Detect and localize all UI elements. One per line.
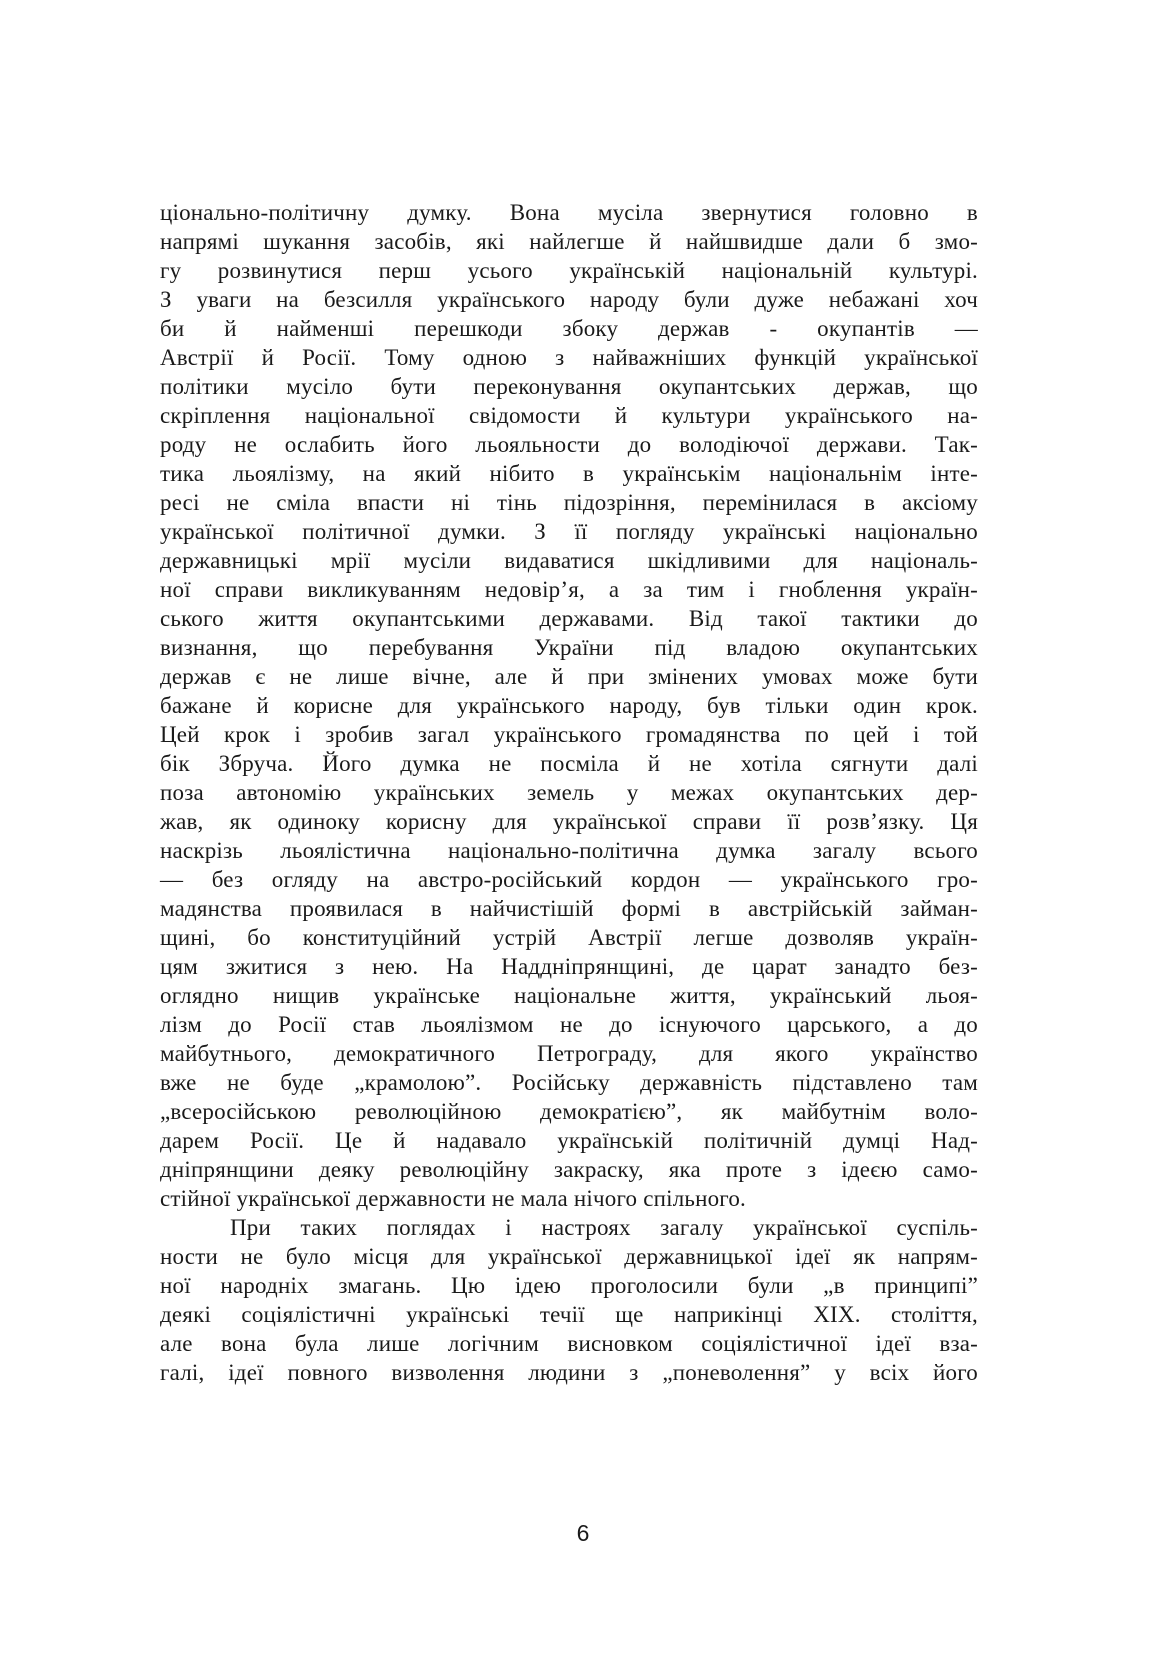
- text-line: ної справи викликуванням недовір’я, а за тим і гноблення україн-: [160, 577, 978, 602]
- text-line: При таких поглядах і настроях загалу української суспіль-: [230, 1215, 978, 1240]
- text-line: жав, як одиноку корисну для української справи її розв’язку. Ця: [160, 809, 978, 834]
- text-line: роду не ослабить його льояльности до володіючої держави. Так-: [160, 432, 978, 457]
- text-line: держав є не лише вічне, але й при змінених умовах може бути: [160, 664, 978, 689]
- text-line: державницькі мрії мусіли видаватися шкідливими для національ-: [160, 548, 978, 573]
- text-line: дарем Росії. Це й надавало українській політичній думці Над-: [160, 1128, 978, 1153]
- text-line: цям зжитися з нею. На Наддніпрянщині, де царат занадто без-: [160, 954, 978, 979]
- text-line: — без огляду на австро-російський кордон — українського гро-: [160, 867, 978, 892]
- paragraph-2: [160, 1213, 978, 1387]
- text-line: скріплення національної свідомости й культури українського на-: [160, 403, 978, 428]
- text-line: української політичної думки. З її погляду українські національно: [160, 519, 978, 544]
- text-line: „всеросійською революційною демократією”, як майбутнім воло-: [160, 1099, 978, 1124]
- text-line: Цей крок і зробив загал українського громадянства по цей і той: [160, 722, 978, 747]
- text-line: політики мусіло бути переконування окупантських держав, що: [160, 374, 978, 399]
- text-line: гу розвинутися перш усього українській національній культурі.: [160, 258, 978, 283]
- text-line: але вона була лише логічним висновком соціялістичної ідеї вза-: [160, 1331, 978, 1356]
- text-line: Австрії й Росії. Тому одною з найважніших функцій української: [160, 345, 978, 370]
- text-line: ресі не сміла впасти ні тінь підозріння, перемінилася в аксіому: [160, 490, 978, 515]
- paragraph-1: [160, 198, 978, 1213]
- text-line: лізм до Росії став льоялізмом не до існуючого царського, а до: [160, 1012, 978, 1037]
- text-line: ности не було місця для української державницької ідеї як напрям-: [160, 1244, 978, 1269]
- text-line: би й найменші перешкоди збоку держав - окупантів —: [160, 316, 978, 341]
- text-line: дніпрянщини деяку революційну закраску, яка проте з ідеєю само-: [160, 1157, 978, 1182]
- body-text: [160, 198, 978, 1387]
- text-line: мадянства проявилася в найчистішій формі в австрійській займан-: [160, 896, 978, 921]
- text-line: ної народніх змагань. Цю ідею проголосили були „в принципі”: [160, 1273, 978, 1298]
- text-line: поза автономію українських земель у межах окупантських дер-: [160, 780, 978, 805]
- text-line: тика льоялізму, на який нібито в українськім національнім інте-: [160, 461, 978, 486]
- text-line: галі, ідеї повного визволення людини з „поневолення” у всіх його: [160, 1360, 978, 1385]
- text-line: наскрізь льоялістична національно-політична думка загалу всього: [160, 838, 978, 863]
- text-line: бажане й корисне для українського народу, був тільки один крок.: [160, 693, 978, 718]
- text-line: щині, бо конституційний устрій Австрії легше дозволяв україн-: [160, 925, 978, 950]
- text-line: майбутнього, демократичного Петрограду, для якого українство: [160, 1041, 978, 1066]
- text-line: деякі соціялістичні українські течії ще наприкінці XIX. століття,: [160, 1302, 978, 1327]
- text-line: стійної української державности не мала нічого спільного.: [160, 1186, 746, 1211]
- text-line: З уваги на безсилля українського народу були дуже небажані хоч: [160, 287, 978, 312]
- text-line: напрямі шукання засобів, які найлегше й найшвидше дали б змо-: [160, 229, 978, 254]
- page-number: 6: [576, 1520, 590, 1546]
- text-line: оглядно нищив українське національне життя, український льоя-: [160, 983, 978, 1008]
- text-line: ціонально-політичну думку. Вона мусіла звернутися головно в: [160, 200, 978, 225]
- text-line: ського життя окупантськими державами. Від такої тактики до: [160, 606, 978, 631]
- text-line: вже не буде „крамолою”. Російську державність підставлено там: [160, 1070, 978, 1095]
- text-line: бік Збруча. Його думка не посміла й не хотіла сягнути далі: [160, 751, 978, 776]
- text-line: визнання, що перебування України під владою окупантських: [160, 635, 978, 660]
